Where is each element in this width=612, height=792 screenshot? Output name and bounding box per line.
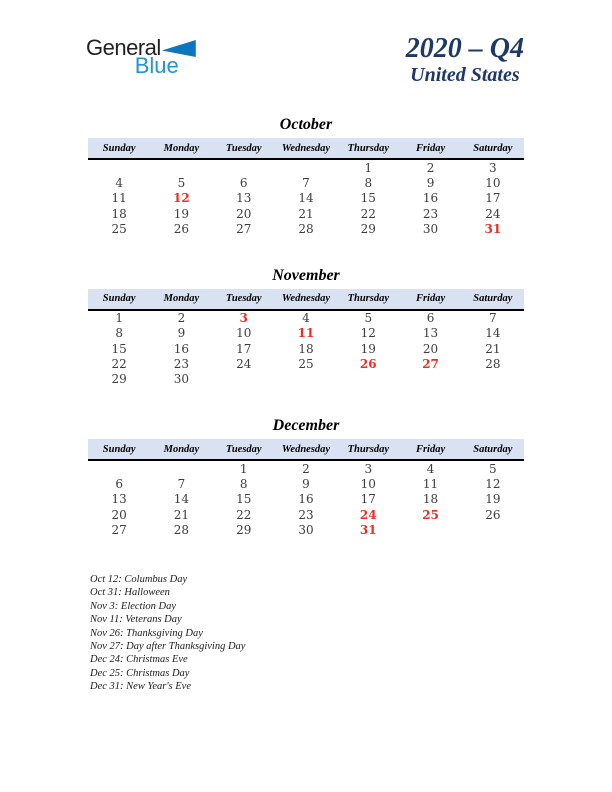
day-cell: 4 (302, 311, 310, 326)
general-blue-logo (86, 37, 196, 76)
holiday-entry: Nov 26: Thanksgiving Day (90, 627, 203, 639)
day-cell: 8 (239, 476, 248, 491)
day-cell: 24 (485, 206, 501, 221)
day-cell: 26 (485, 507, 501, 522)
day-cell: 13 (422, 326, 439, 341)
weekday-header-row (88, 289, 524, 311)
day-cell: 17 (485, 191, 501, 206)
day-cell: 1 (364, 160, 373, 175)
day-cell: 8 (364, 175, 373, 190)
weekday-label: Saturday (473, 443, 513, 455)
day-cell: 13 (236, 191, 252, 206)
day-cell: 21 (485, 341, 501, 356)
day-cell: 22 (360, 206, 376, 221)
day-cell: 9 (302, 476, 310, 491)
day-cell: 2 (302, 461, 310, 476)
holiday-entry: Dec 24: Christmas Eve (90, 654, 188, 666)
week-row (88, 160, 524, 175)
day-cell: 13 (111, 492, 127, 507)
day-cell: 3 (489, 160, 497, 175)
holiday-entry: Dec 25: Christmas Day (90, 667, 190, 679)
week-row (88, 326, 524, 341)
day-cell: 30 (422, 221, 439, 236)
day-cell: 7 (489, 311, 497, 326)
weekday-label: Wednesday (281, 142, 331, 154)
day-cell: 14 (173, 492, 190, 507)
week-row (88, 476, 524, 491)
day-cell: 21 (173, 507, 190, 522)
day-cell: 20 (111, 507, 127, 522)
day-cell: 4 (426, 461, 435, 476)
weekday-label: Sunday (102, 142, 136, 154)
holiday-entry: Oct 31: Halloween (90, 587, 170, 599)
day-cell: 12 (485, 476, 501, 491)
month-title: October (279, 116, 333, 133)
day-cell: 23 (298, 507, 314, 522)
day-cell: 31 (484, 221, 502, 236)
day-cell: 16 (422, 191, 439, 206)
day-cell: 23 (173, 357, 190, 372)
weekday-label: Tuesday (225, 142, 262, 154)
day-cell: 27 (111, 522, 127, 537)
day-cell: 29 (111, 372, 127, 387)
day-cell: 26 (359, 357, 377, 372)
week-row (88, 492, 524, 507)
weekday-label: Monday (163, 443, 200, 455)
day-cell: 25 (298, 357, 314, 372)
day-cell: 4 (115, 175, 123, 190)
quarter-title: 2020 – Q4 (405, 33, 524, 64)
month-title: November (272, 266, 340, 284)
day-cell: 18 (422, 492, 439, 507)
day-cell: 2 (426, 160, 435, 175)
day-cell: 23 (422, 206, 439, 221)
quarter-title-block (406, 34, 524, 86)
holiday-entry: Nov 3: Election Day (90, 600, 177, 612)
day-cell: 29 (360, 221, 376, 236)
week-row (88, 507, 524, 522)
day-cell: 5 (177, 175, 186, 190)
day-cell: 25 (111, 221, 127, 236)
week-row (88, 311, 524, 326)
month-october (88, 114, 524, 236)
day-cell: 30 (298, 522, 314, 537)
day-cell: 9 (426, 175, 435, 190)
day-cell: 1 (115, 311, 123, 326)
day-cell: 19 (360, 341, 376, 356)
day-cell: 6 (239, 175, 248, 190)
weekday-label: Friday (415, 142, 446, 154)
day-cell: 28 (485, 357, 501, 372)
day-cell: 11 (297, 326, 315, 341)
day-cell: 19 (173, 206, 190, 221)
day-cell: 15 (236, 492, 252, 507)
day-cell: 26 (173, 221, 190, 236)
holiday-entry: Nov 27: Day after Thanksgiving Day (90, 641, 246, 653)
weekday-label: Thursday (347, 142, 389, 154)
day-cell: 27 (422, 357, 439, 372)
day-cell: 11 (422, 476, 439, 491)
weekday-label: Sunday (102, 443, 136, 455)
logo-text-general: General (86, 35, 161, 60)
day-cell: 3 (364, 461, 373, 476)
day-cell: 5 (364, 311, 373, 326)
month-november (88, 265, 524, 387)
day-cell: 24 (236, 357, 252, 372)
weekday-label: Wednesday (281, 443, 331, 455)
week-row (88, 461, 524, 476)
day-cell: 9 (177, 326, 186, 341)
weekday-header-row (88, 439, 524, 461)
weekday-label: Monday (163, 142, 200, 154)
day-cell: 28 (298, 221, 314, 236)
day-cell: 2 (177, 311, 186, 326)
day-cell: 1 (239, 461, 248, 476)
day-cell: 19 (485, 492, 501, 507)
day-cell: 6 (115, 476, 123, 491)
day-cell: 5 (489, 461, 497, 476)
day-cell: 17 (360, 492, 376, 507)
day-cell: 12 (173, 191, 190, 206)
day-cell: 16 (298, 492, 314, 507)
day-cell: 16 (173, 341, 190, 356)
day-cell: 15 (360, 191, 376, 206)
day-cell: 6 (426, 311, 435, 326)
week-row (88, 522, 524, 537)
weekday-label: Tuesday (225, 443, 262, 455)
day-cell: 17 (236, 341, 252, 356)
day-cell: 28 (173, 522, 190, 537)
week-row (88, 372, 524, 387)
day-cell: 21 (298, 206, 314, 221)
day-cell: 10 (360, 476, 376, 491)
day-cell: 20 (236, 206, 252, 221)
day-cell: 7 (302, 175, 310, 190)
weekday-label: Thursday (347, 293, 389, 304)
weekday-header-row (88, 138, 524, 160)
day-cell: 15 (111, 341, 127, 356)
day-cell: 27 (236, 221, 252, 236)
logo-text-blue: Blue (134, 53, 179, 78)
day-cell: 30 (173, 372, 190, 387)
weekday-label: Thursday (347, 443, 389, 455)
day-cell: 12 (360, 326, 376, 341)
day-cell: 10 (236, 326, 252, 341)
day-cell: 24 (359, 507, 377, 522)
holiday-entry: Dec 31: New Year's Eve (90, 681, 192, 693)
day-cell: 11 (111, 191, 127, 206)
week-row (88, 221, 524, 236)
day-cell: 18 (298, 341, 314, 356)
weekday-label: Monday (163, 293, 200, 304)
day-cell: 25 (422, 507, 439, 522)
day-cell: 8 (115, 326, 123, 341)
day-cell: 14 (298, 191, 314, 206)
week-row (88, 206, 524, 221)
weekday-label: Tuesday (225, 293, 262, 304)
holiday-entry: Nov 11: Veterans Day (90, 614, 182, 626)
week-row (88, 341, 524, 356)
weekday-label: Sunday (102, 293, 136, 304)
weekday-label: Friday (415, 293, 446, 304)
holiday-entry: Oct 12: Columbus Day (90, 574, 188, 585)
day-cell: 3 (239, 311, 248, 326)
week-row (88, 356, 524, 371)
country-subtitle: United States (410, 64, 520, 86)
day-cell: 29 (236, 522, 252, 537)
weekday-label: Wednesday (281, 293, 331, 304)
weekday-label: Saturday (473, 293, 513, 304)
weekday-label: Friday (415, 443, 446, 455)
holiday-list (90, 573, 245, 694)
day-cell: 7 (177, 476, 186, 491)
week-row (88, 191, 524, 206)
day-cell: 22 (111, 357, 127, 372)
weekday-label: Saturday (473, 142, 513, 154)
day-cell: 20 (422, 341, 439, 356)
month-title: December (272, 417, 340, 434)
month-december (88, 415, 524, 537)
day-cell: 14 (485, 326, 501, 341)
day-cell: 31 (359, 522, 377, 537)
week-row (88, 175, 524, 190)
day-cell: 10 (485, 175, 501, 190)
day-cell: 18 (111, 206, 127, 221)
day-cell: 22 (236, 507, 252, 522)
